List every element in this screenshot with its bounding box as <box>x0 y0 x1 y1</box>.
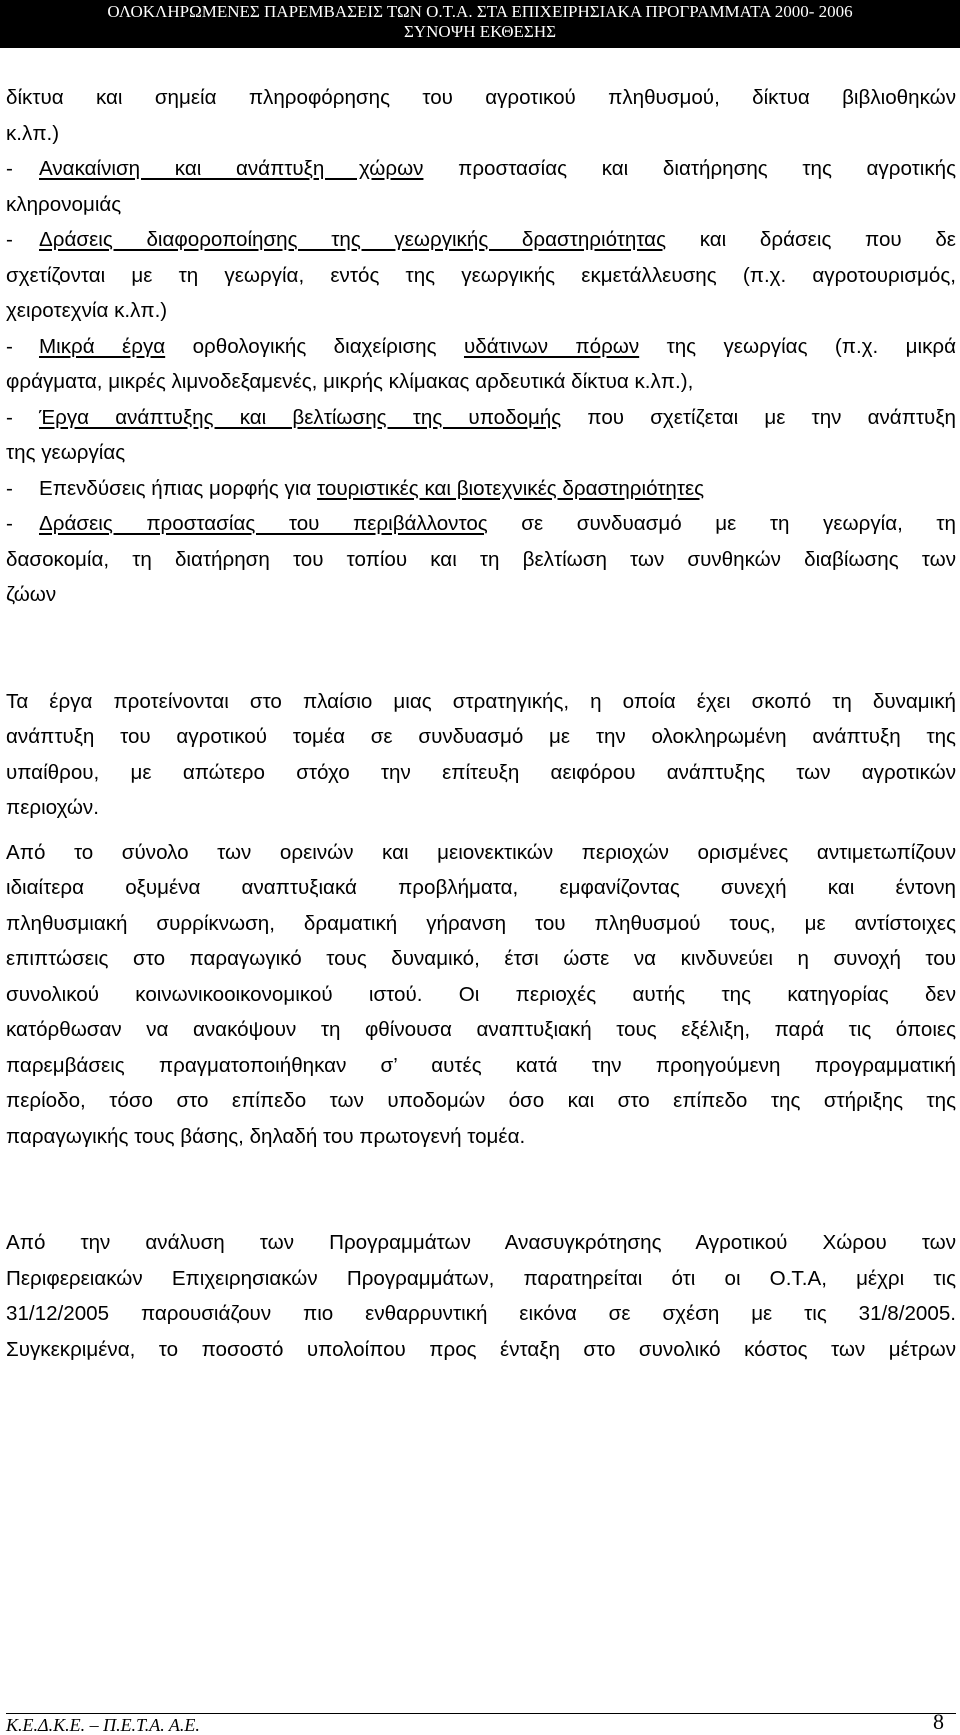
paragraph-line: συνολικού κοινωνικοοικονομικού ιστού. Οι περιοχές αυτής της κατηγορίας δεν <box>6 982 956 1006</box>
list-item: - Επενδύσεις ήπιας μορφής για τουριστικές και βιοτεχνικές δραστηριότητες <box>6 471 956 507</box>
paragraph-line: Από το σύνολο των ορεινών και μειονεκτικών περιοχών ορισμένες αντιμετωπίζουν <box>6 840 956 864</box>
list-dash: - <box>6 157 13 180</box>
list-item-continuation: ζώων <box>6 583 57 606</box>
header-subtitle: ΣΥΝΟΨΗ ΕΚΘΕΣΗΣ <box>403 22 556 41</box>
list-item-continuation: δασοκομία, τη διατήρηση του τοπίου και τη βελτίωση των συνθηκών διαβίωσης των <box>6 547 956 571</box>
paragraph-line: κατόρθωσαν να ανακόψουν τη φθίνουσα αναπτυξιακή τους εξέλιξη, παρά τις όποιες <box>6 1018 956 1041</box>
paragraph-line: επιπτώσεις στο παραγωγικό τους δυναμικό, έτσι ώστε να κινδυνεύει η συνοχή του <box>6 947 956 970</box>
list-dash: - <box>6 334 13 358</box>
footer-divider <box>6 1713 956 1714</box>
list-item: - Μικρά έργα ορθολογικής διαχείρισης υδάτινων πόρων της γεωργίας (π.χ. μικρά <box>6 329 956 365</box>
document-header <box>0 0 960 48</box>
paragraph-line: περιοχών. <box>6 796 99 819</box>
list-item-continuation: φράγματα, μικρές λιμνοδεξαμενές, μικρής κλίμακας αρδευτικά δίκτυα κ.λπ.), <box>6 370 694 393</box>
list-item-continuation: χειροτεχνία κ.λπ.) <box>6 299 168 322</box>
paragraph-line: πληθυσμιακή συρρίκνωση, δραματική γήρανση του πληθυσμού τους, με αντίστοιχες <box>6 911 956 935</box>
list-dash: - <box>6 228 13 251</box>
underlined-term: Έργα ανάπτυξης και βελτίωσης της υποδομής <box>39 405 562 429</box>
list-dash: - <box>6 405 13 429</box>
list-item-continuation: σχετίζονται με τη γεωργία, εντός της γεωργικής εκμετάλλευσης (π.χ. αγροτουρισμός, <box>6 263 956 287</box>
bullet-list <box>6 80 956 613</box>
list-item: - Έργα ανάπτυξης και βελτίωσης της υποδομής που σχετίζεται με την ανάπτυξη <box>6 400 956 436</box>
list-item-continuation: κληρονομιάς <box>6 192 122 216</box>
underlined-term: Ανακαίνιση και ανάπτυξη χώρων <box>39 157 424 180</box>
paragraph-line: περίοδο, τόσο στο επίπεδο των υποδομών όσο και στο επίπεδο της στήριξης της <box>6 1089 956 1112</box>
footer-organization: Κ.Ε.Δ.Κ.Ε. – Π.Ε.Τ.Α. Α.Ε. <box>6 1715 200 1735</box>
list-item: - Δράσεις διαφοροποίησης της γεωργικής δραστηριότητας και δράσεις που δε <box>6 222 956 258</box>
paragraph-analysis <box>6 1225 956 1367</box>
paragraph-line: παρεμβάσεις πραγματοποιήθηκαν σ’ αυτές κατά την προηγούμενη προγραμματική <box>6 1053 956 1077</box>
list-continuation-line: δίκτυα και σημεία πληροφόρησης του αγροτικού πληθυσμού, δίκτυα βιβλιοθηκών <box>6 86 956 109</box>
underlined-term: τουριστικές και βιοτεχνικές δραστηριότητες <box>317 476 705 500</box>
paragraph-line: Τα έργα προτείνονται στο πλαίσιο μιας στρατηγικής, η οποία έχει σκοπό τη δυναμική <box>6 689 956 713</box>
paragraph-mountain-areas <box>6 835 956 1155</box>
paragraph-line: ιδιαίτερα οξυμένα αναπτυξιακά προβλήματα, εμφανίζοντας συνεχή και έντονη <box>6 876 956 899</box>
list-continuation-line: κ.λπ.) <box>6 121 60 145</box>
document-body <box>6 80 956 1367</box>
list-item: - Ανακαίνιση και ανάπτυξη χώρων προστασίας και διατήρησης της αγροτικής <box>6 151 956 187</box>
paragraph-line: Περιφερειακών Επιχειρησιακών Προγραμμάτων, παρατηρείται ότι οι Ο.Τ.Α, μέχρι τις <box>6 1266 956 1290</box>
paragraph-line: Από την ανάλυση των Προγραμμάτων Ανασυγκρότησης Αγροτικού Χώρου των <box>6 1231 956 1254</box>
page-number: 8 <box>933 1709 944 1734</box>
list-dash: - <box>6 476 13 500</box>
paragraph-line: Συγκεκριμένα, το ποσοστό υπολοίπου προς ένταξη στο συνολικό κόστος των μέτρων <box>6 1337 956 1361</box>
paragraph-line: παραγωγικής τους βάσης, δηλαδή του πρωτογενή τομέα. <box>6 1124 526 1148</box>
underlined-term: Δράσεις διαφοροποίησης της γεωργικής δραστηριότητας <box>39 228 667 251</box>
list-item: - Δράσεις προστασίας του περιβάλλοντος σε συνδυασμό με τη γεωργία, τη <box>6 506 956 542</box>
list-dash: - <box>6 512 13 535</box>
paragraph-line: υπαίθρου, με απώτερο στόχο την επίτευξη αειφόρου ανάπτυξης των αγροτικών <box>6 760 956 784</box>
underlined-term: υδάτινων πόρων <box>463 334 640 358</box>
underlined-term: Μικρά έργα <box>39 334 166 358</box>
list-item-continuation: της γεωργίας <box>6 441 126 464</box>
underlined-term: Δράσεις προστασίας του περιβάλλοντος <box>39 512 488 535</box>
paragraph-line: 31/12/2005 παρουσιάζουν πιο ενθαρρυντική εικόνα σε σχέση με τις 31/8/2005. <box>6 1302 956 1325</box>
paragraph-strategy <box>6 684 956 826</box>
header-title: ΟΛΟΚΛΗΡΩΜΕΝΕΣ ΠΑΡΕΜΒΑΣΕΙΣ ΤΩΝ Ο.Τ.Α. ΣΤΑ ΕΠΙΧΕΙΡΗΣΙΑΚΑ ΠΡΟΓΡΑΜΜΑΤΑ 2000- 2006 <box>107 2 853 21</box>
paragraph-line: ανάπτυξη του αγροτικού τομέα σε συνδυασμό με την ολοκληρωμένη ανάπτυξη της <box>6 725 956 748</box>
